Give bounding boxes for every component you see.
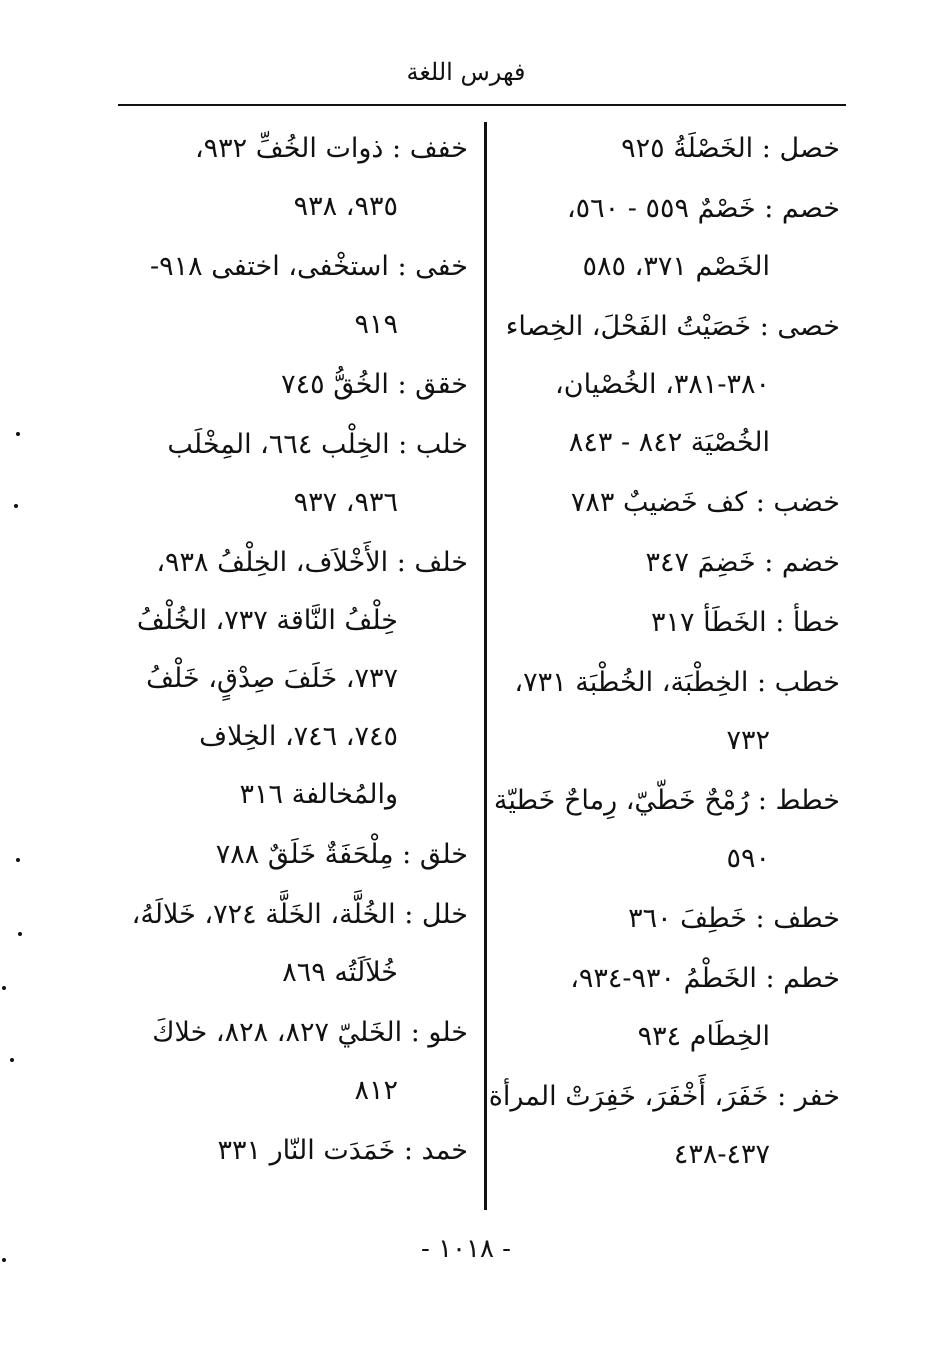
index-entry <box>126 826 468 884</box>
index-entry <box>500 180 840 296</box>
scan-speck <box>14 504 18 508</box>
index-entry <box>126 120 468 236</box>
scan-speck <box>16 858 20 862</box>
index-entry-headline: خصل : الخَصْلَةُ ٩٢٥ <box>621 133 840 164</box>
index-entry-headline: خلب : الخِلْب ٦٦٤، المِخْلَب <box>167 429 468 460</box>
scan-speck <box>18 932 22 936</box>
index-entry <box>126 238 468 354</box>
scan-speck <box>2 986 6 990</box>
index-entry-headline: خصم : خَصْمٌ ٥٥٩ - ٥٦٠، <box>566 193 840 224</box>
index-entry-continuation: ٧٣٢ <box>726 725 770 756</box>
index-entry-headline: خصى : خَصَيْتُ الفَحْلَ، الخِصاء <box>505 311 840 342</box>
index-entry-continuation: ٩٣٥، ٩٣٨ <box>293 191 398 222</box>
scan-speck <box>10 1058 14 1062</box>
index-entry <box>500 474 840 532</box>
index-entry-continuation: خُلاَلَتُه ٨٦٩ <box>282 957 398 988</box>
index-entry-continuation: ٧٤٥، ٧٤٦، الخِلاف <box>199 721 398 752</box>
index-entry <box>500 950 840 1066</box>
index-entry-continuation: والمُخالفة ٣١٦ <box>239 779 398 810</box>
index-entry-headline: خلف : الأَخْلاَف، الخِلْفُ ٩٣٨، <box>156 547 468 578</box>
index-entry <box>500 298 840 472</box>
index-entry <box>488 1068 840 1184</box>
index-entry <box>493 772 840 888</box>
index-entry-headline: خطف : خَطِفَ ٣٦٠ <box>628 903 840 934</box>
index-entry-continuation: ٨١٢ <box>354 1075 398 1106</box>
header-rule <box>118 104 846 106</box>
index-entry <box>126 1122 468 1180</box>
column-divider <box>484 122 487 1210</box>
index-entry-headline: خطب : الخِطْبَة، الخُطْبَة ٧٣١، <box>514 667 840 698</box>
index-entry <box>126 416 468 532</box>
index-entry <box>500 120 840 178</box>
index-entry-headline: خلل : الخُلَّة، الخَلَّة ٧٢٤، خَلالَهُ، <box>131 899 468 930</box>
index-entry-headline: خضم : خَضِمَ ٣٤٧ <box>645 547 840 578</box>
index-entry-continuation: الخُصْيَة ٨٤٢ - ٨٤٣ <box>568 427 770 458</box>
index-entry-headline: خلو : الخَليّ ٨٢٧، ٨٢٨، خلاكَ <box>152 1017 468 1048</box>
index-entry-continuation: الخِطَام ٩٣٤ <box>637 1021 770 1052</box>
page-header-title: فهرس اللغة <box>406 58 526 86</box>
index-entry-headline: خفى : استخْفى، اختفى ٩١٨- <box>150 251 468 282</box>
index-entry-continuation: الخَصْم ٣٧١، ٥٨٥ <box>582 251 770 282</box>
index-entry-headline: خمد : خَمَدَت النّار ٣٣١ <box>217 1135 468 1166</box>
index-entry-headline: خطم : الخَطْمُ ٩٣٠-٩٣٤، <box>570 963 840 994</box>
scan-speck <box>16 432 20 436</box>
index-entry <box>500 594 840 652</box>
index-entry-headline: خطط : رُمْحٌ خَطّيّ، رِماحٌ خَطيّة <box>493 785 840 816</box>
index-entry <box>500 654 840 770</box>
index-entry <box>126 886 468 1002</box>
index-column-left <box>126 120 468 1182</box>
index-entry-headline: خلق : مِلْحَفَةٌ خَلَقٌ ٧٨٨ <box>215 839 468 870</box>
index-entry-headline: خضب : كف خَضيبٌ ٧٨٣ <box>570 487 840 518</box>
index-entry <box>500 534 840 592</box>
index-entry-headline: خفر : خَفَرَ، أَخْفَرَ، خَفِرَتْ المرأة <box>488 1081 840 1112</box>
index-entry <box>126 1004 468 1120</box>
index-entry-continuation: خِلْفُ النَّاقة ٧٣٧، الخُلْفُ <box>136 605 398 636</box>
index-entry-continuation: ٧٣٧، خَلَفَ صِدْقٍ، خَلْفُ <box>146 663 398 694</box>
index-entry-headline: خفف : ذوات الخُفِّ ٩٣٢، <box>194 133 468 164</box>
index-entry <box>500 890 840 948</box>
index-entry-continuation: ٣٨٠-٣٨١، الخُصْيان، <box>555 369 770 400</box>
index-entry-continuation: ٤٣٧-٤٣٨ <box>673 1139 770 1170</box>
index-entry-continuation: ٩١٩ <box>354 309 398 340</box>
page-number: - ١٠١٨ - <box>421 1234 511 1264</box>
index-entry-headline: خطأ : الخَطَأ ٣١٧ <box>651 607 840 638</box>
index-entry <box>126 356 468 414</box>
index-entry-continuation: ٩٣٦، ٩٣٧ <box>293 487 398 518</box>
index-entry-continuation: ٥٩٠ <box>726 843 770 874</box>
index-column-right <box>488 120 840 1186</box>
scan-speck <box>2 1258 6 1262</box>
index-entry <box>126 534 468 824</box>
index-entry-headline: خقق : الخُقُّ ٧٤٥ <box>281 369 468 400</box>
